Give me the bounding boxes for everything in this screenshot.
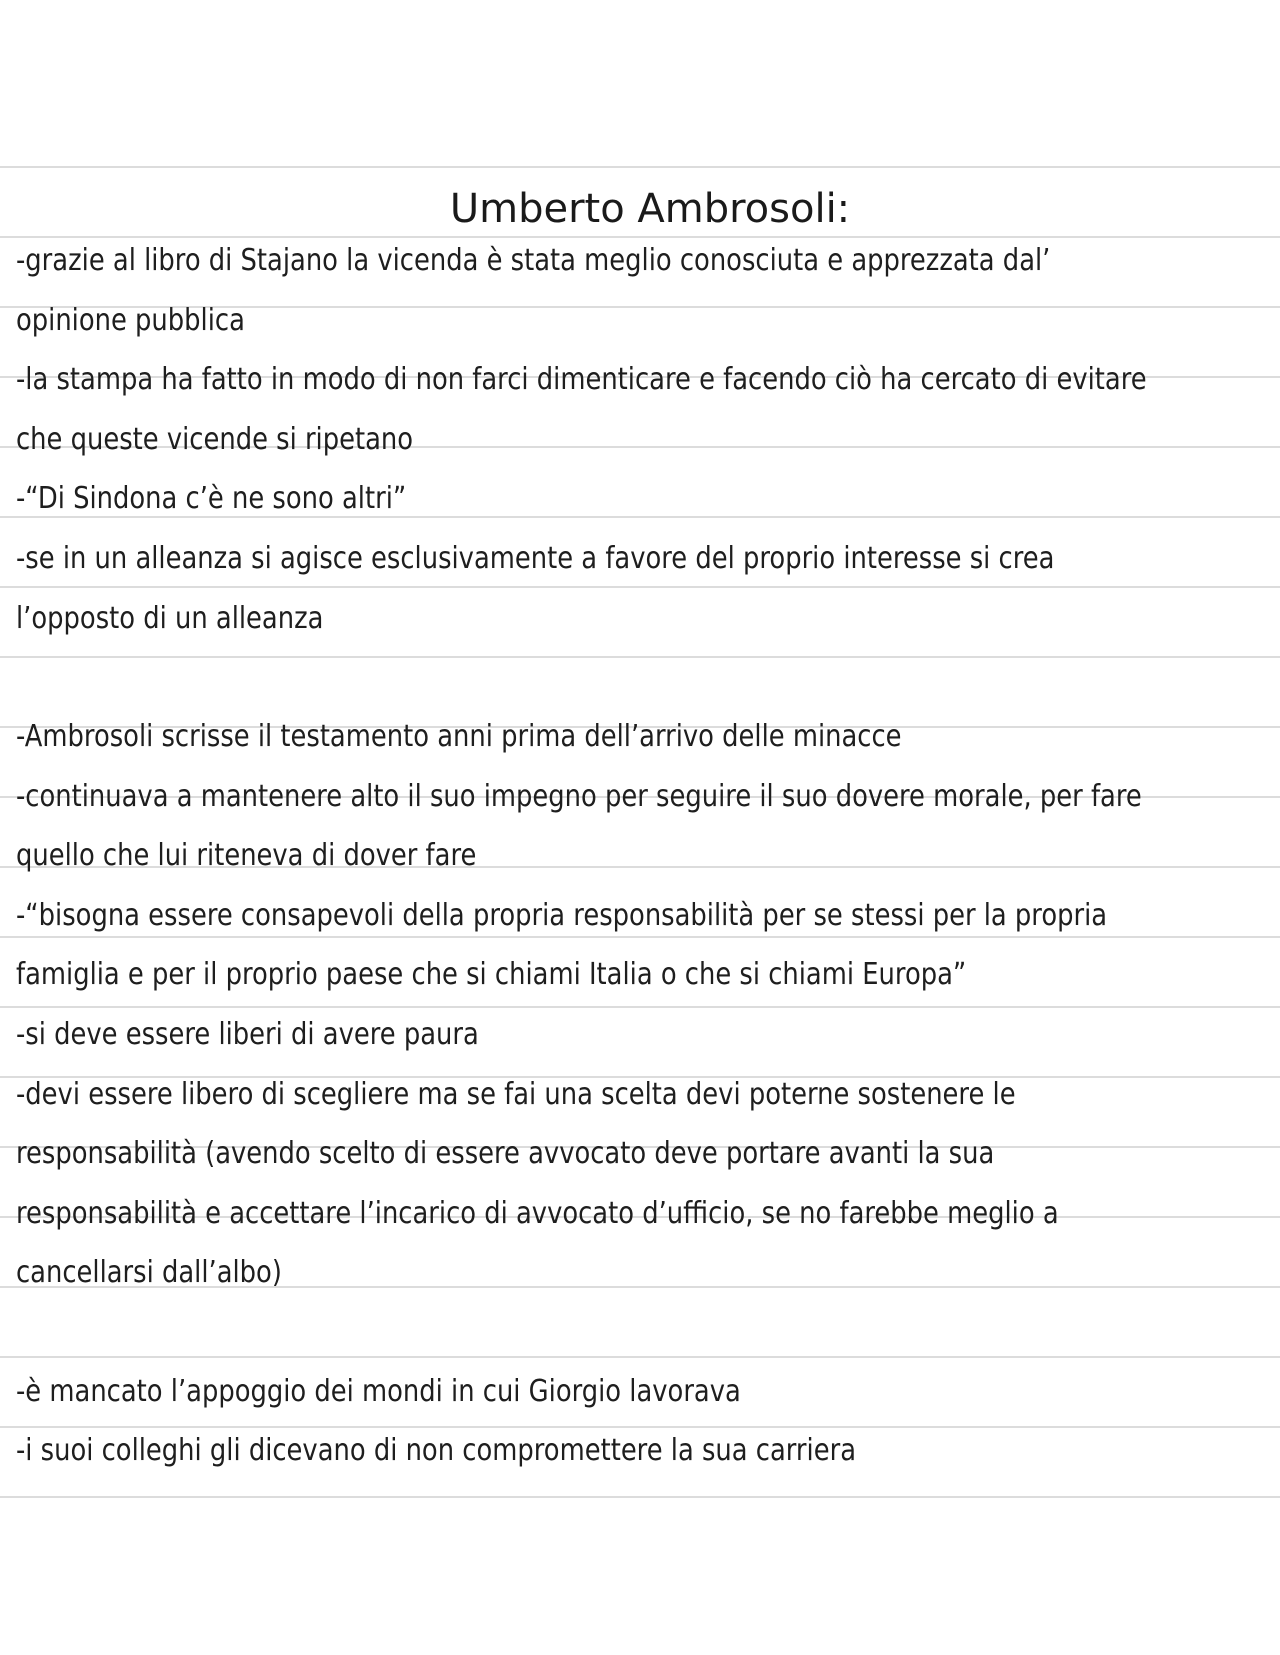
rule-line (0, 166, 1280, 168)
text-line: -grazie al libro di Stajano la vicenda è stata meglio conosciuta e apprezzata dal’ (16, 243, 1051, 278)
rule-line (0, 1356, 1280, 1358)
text-line: -si deve essere liberi di avere paura (16, 1017, 479, 1052)
rule-line (0, 1426, 1280, 1428)
rule-line (0, 936, 1280, 938)
text-line: -devi essere libero di scegliere ma se fai una scelta devi poterne sostenere le (16, 1077, 1016, 1112)
text-line: -Ambrosoli scrisse il testamento anni prima dell’arrivo delle minacce (16, 719, 902, 754)
text-line: l’opposto di un alleanza (16, 601, 324, 636)
text-line: opinione pubblica (16, 303, 245, 338)
rule-line (0, 1006, 1280, 1008)
rule-line (0, 1496, 1280, 1498)
text-line: responsabilità e accettare l’incarico di avvocato d’ufficio, se no farebbe meglio a (16, 1196, 1059, 1231)
text-line: -“Di Sindona c’è ne sono altri” (16, 481, 407, 516)
text-line: -è mancato l’appoggio dei mondi in cui Giorgio lavorava (16, 1374, 741, 1409)
text-line: responsabilità (avendo scelto di essere avvocato deve portare avanti la sua (16, 1136, 995, 1171)
text-line: che queste vicende si ripetano (16, 422, 414, 457)
rule-line (0, 656, 1280, 658)
rule-line (0, 586, 1280, 588)
text-line: quello che lui riteneva di dover fare (16, 838, 477, 873)
text-line: famiglia e per il proprio paese che si chiami Italia o che si chiami Europa” (16, 957, 967, 992)
text-line: -la stampa ha fatto in modo di non farci dimenticare e facendo ciò ha cercato di evitare (16, 362, 1147, 397)
text-line: -i suoi colleghi gli dicevano di non compromettere la sua carriera (16, 1433, 857, 1468)
text-line: -“bisogna essere consapevoli della propria responsabilità per se stessi per la propria (16, 898, 1108, 933)
rule-line (0, 236, 1280, 238)
page-title: Umberto Ambrosoli: (449, 186, 851, 232)
text-line: -se in un alleanza si agisce esclusivamente a favore del proprio interesse si crea (16, 541, 1055, 576)
text-line: -continuava a mantenere alto il suo impegno per seguire il suo dovere morale, per fare (16, 779, 1142, 814)
text-line: cancellarsi dall’albo) (16, 1255, 282, 1290)
